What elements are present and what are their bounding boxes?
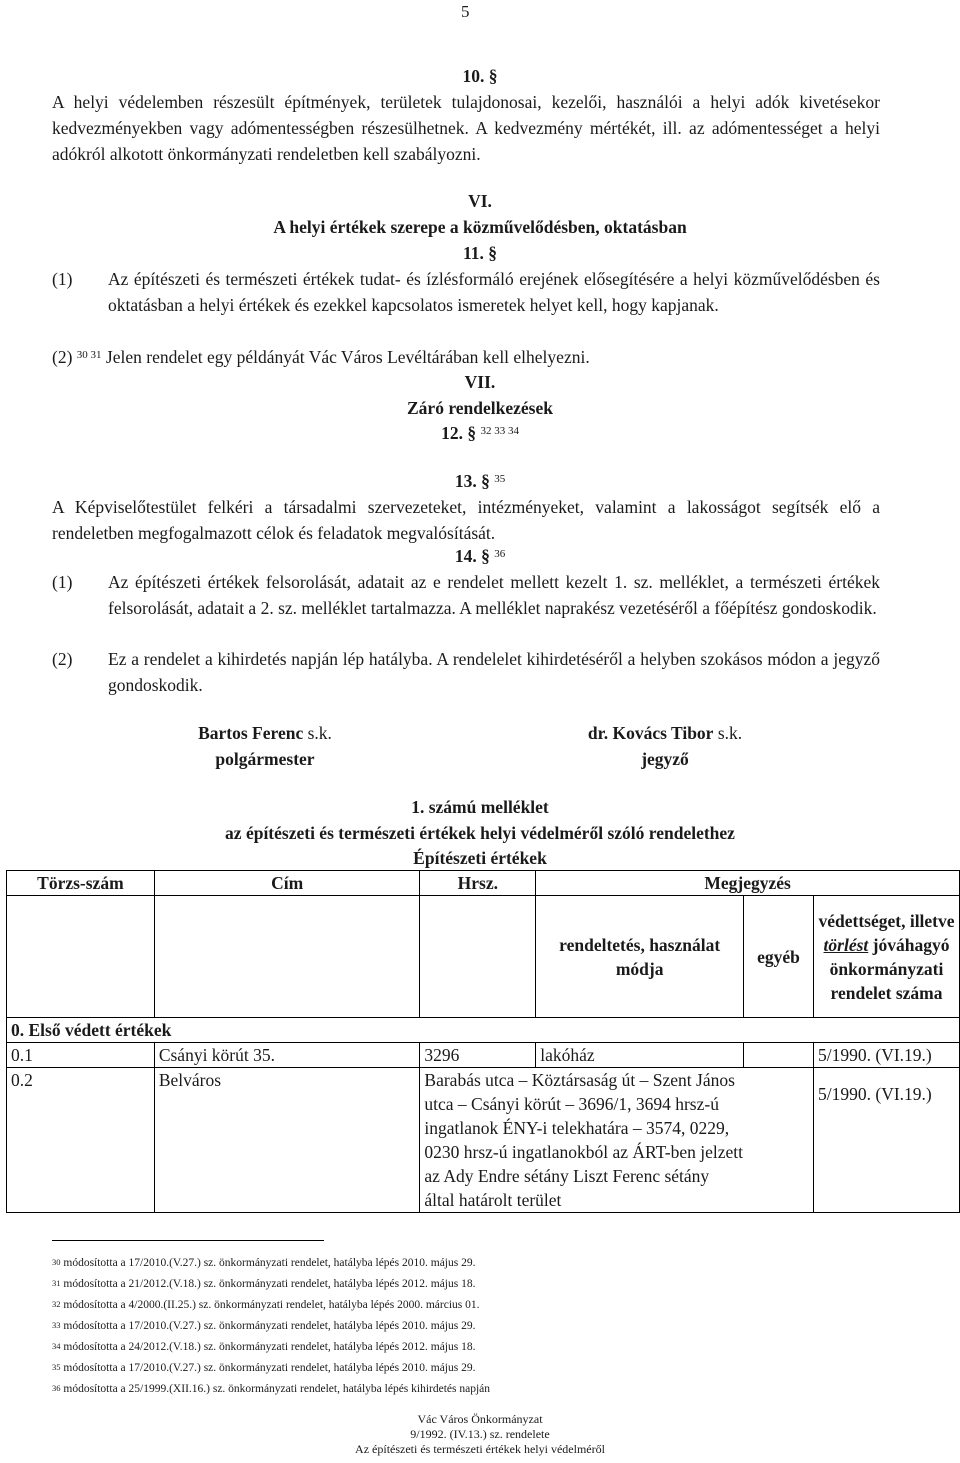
signature-left-name: Bartos Ferenc <box>198 723 304 743</box>
subheader-decree-pre: védettséget, illetve <box>818 910 955 931</box>
cell-decree: 5/1990. (VI.19.) <box>814 1043 960 1068</box>
section-10-heading: 10. § <box>462 66 498 86</box>
footnote-text: módosította a 25/1999.(XII.16.) sz. önkormányzati rendelet, hatályba lépés kihirdetés napján <box>63 1383 491 1395</box>
signature-right-sk: s.k. <box>717 723 743 743</box>
signature-right-title: jegyző <box>641 749 689 769</box>
col-header-remarks: Megjegyzés <box>536 871 960 896</box>
annex-subtitle: az építészeti és természeti értékek helyi védelméről szóló rendelethez <box>225 823 735 843</box>
footnote-text: módosította a 4/2000.(II.25.) sz. önkormányzati rendelet, hatályba lépés 2000. március 01. <box>63 1299 480 1311</box>
footnote-item <box>52 1277 932 1291</box>
section-13-footnote-refs: 35 <box>494 473 506 485</box>
footer-line-3: Az építészeti és természeti értékek helyi védelméről <box>355 1442 605 1456</box>
footer-line-1: Vác Város Önkormányzat <box>417 1412 543 1426</box>
footnotes <box>52 1256 932 1396</box>
col-header-id: Törzs-szám <box>7 871 155 896</box>
footnote-text: módosította a 17/2010.(V.27.) sz. önkormányzati rendelet, hatályba lépés 2010. május 29. <box>63 1362 476 1374</box>
page-number: 5 <box>461 2 470 21</box>
cell-decree: 5/1990. (VI.19.) <box>814 1068 960 1213</box>
section-11-p2-footnote-refs: 30 31 <box>76 349 102 361</box>
signature-left-sk: s.k. <box>307 723 332 743</box>
chapter-6-number: VI. <box>468 191 492 211</box>
cell-id: 0.1 <box>7 1043 155 1068</box>
section-11-p1-label: (1) <box>52 269 73 289</box>
section-13-heading: 13. § <box>454 471 490 491</box>
section-11-p2-label: (2) <box>52 347 73 367</box>
footnote-text: módosította a 17/2010.(V.27.) sz. önkormányzati rendelet, hatályba lépés 2010. május 29. <box>63 1257 476 1269</box>
cell-address: Csányi körút 35. <box>154 1043 420 1068</box>
section-11-p2 <box>52 344 590 370</box>
footnote-number: 32 <box>52 1299 61 1309</box>
cell-use: lakóház <box>536 1043 744 1068</box>
footnote-item <box>52 1256 932 1270</box>
table-row <box>7 1068 960 1213</box>
chapter-6-title: A helyi értékek szerepe a közművelődésben, oktatásban <box>273 217 687 237</box>
cell-other <box>744 1043 814 1068</box>
group-label: 0. Első védett értékek <box>7 1018 960 1043</box>
footnote-number: 36 <box>52 1383 61 1393</box>
section-14-heading-row <box>0 543 960 569</box>
signature-left-title: polgármester <box>215 749 315 769</box>
footnote-item <box>52 1298 932 1312</box>
table-header-row <box>7 871 960 896</box>
table-row <box>7 1043 960 1068</box>
subheader-blank-3 <box>420 896 536 1018</box>
section-11-p1-text: Az építészeti és természeti értékek tudat- és ízlésformáló erejének elősegítésére a helyi közművelődésben és oktatásban a helyi értékek és ezekkel kapcsolatos ismeretek helyet kell, hogy kapjanak. <box>108 269 880 315</box>
cell-id: 0.2 <box>7 1068 155 1213</box>
section-11-heading: 11. § <box>462 243 498 263</box>
footnote-separator <box>52 1240 324 1241</box>
page-footer <box>0 1412 960 1457</box>
cell-hrsz: 3296 <box>420 1043 536 1068</box>
subheader-decree-em: törlést <box>823 934 869 955</box>
subheader-other: egyéb <box>744 896 814 1018</box>
section-12-heading-row <box>0 420 960 446</box>
footnote-text: módosította a 24/2012.(V.18.) sz. önkormányzati rendelet, hatályba lépés 2012. május 18. <box>63 1341 476 1353</box>
col-header-hrsz: Hrsz. <box>420 871 536 896</box>
signature-right <box>540 720 790 772</box>
section-14-p2-text: Ez a rendelet a kihirdetés napján lép hatályba. A rendelelet kihirdetéséről a helyben szokásos módon a jegyző gondoskodik. <box>108 649 880 695</box>
section-13-text: A Képviselőtestület felkéri a társadalmi szervezeteket, intézményeket, valamint a lakosságot segítsék elő a rendeletben megfogalmazott célok és feladatok megvalósítását. <box>52 497 880 543</box>
footnote-number: 35 <box>52 1362 61 1372</box>
cell-address: Belváros <box>154 1068 420 1213</box>
section-13-heading-row <box>0 468 960 494</box>
section-14-heading: 14. § <box>454 546 490 566</box>
chapter-7-number: VII. <box>464 372 496 392</box>
footnote-text: módosította a 21/2012.(V.18.) sz. önkormányzati rendelet, hatályba lépés 2012. május 18. <box>63 1278 476 1290</box>
footnote-item <box>52 1319 932 1333</box>
chapter-7-title: Záró rendelkezések <box>407 398 553 418</box>
footnote-item <box>52 1361 932 1375</box>
section-11-p2-text: Jelen rendelet egy példányát Vác Város Levéltárában kell elhelyezni. <box>105 347 590 367</box>
footnote-item <box>52 1382 932 1396</box>
annex-section: Építészeti értékek <box>413 848 547 868</box>
section-14-p1-text: Az építészeti értékek felsorolását, adatait az e rendelet mellett kezelt 1. sz. melléklet, a természeti értékek felsorolását, adatait a 2. sz. melléklet tartalmazza. A melléklet naprakész vezetéséről a főépítész gondoskodik. <box>108 572 880 618</box>
footnote-number: 31 <box>52 1278 61 1288</box>
subheader-decree-post: jóváhagyó önkormányzati rendelet száma <box>829 934 950 1003</box>
annex-title: 1. számú melléklet <box>411 797 549 817</box>
signature-left <box>150 720 380 772</box>
section-10-text: A helyi védelemben részesült építmények, területek tulajdonosai, kezelői, használói a helyi adók kivetésekor kedvezményekben vagy adómentességben részesülhetnek. A kedvezmény mértékét, ill. az adómentességet a helyi adókról alkotott önkormányzati rendeletben kell szabályozni. <box>52 92 880 164</box>
col-header-address: Cím <box>154 871 420 896</box>
footnote-number: 30 <box>52 1257 61 1267</box>
section-12-footnote-refs: 32 33 34 <box>480 425 519 437</box>
section-14-footnote-refs: 36 <box>494 548 506 560</box>
subheader-use: rendeltetés, használat módja <box>536 896 744 1018</box>
subheader-decree <box>814 896 960 1018</box>
table-group-row <box>7 1018 960 1043</box>
section-14-p1-label: (1) <box>52 572 73 592</box>
footnote-number: 34 <box>52 1341 61 1351</box>
footer-line-2: 9/1992. (IV.13.) sz. rendelete <box>410 1427 550 1441</box>
footnote-number: 33 <box>52 1320 61 1330</box>
architectural-values-table <box>6 870 960 1213</box>
footnote-text: módosította a 17/2010.(V.27.) sz. önkormányzati rendelet, hatályba lépés 2010. május 29. <box>63 1320 476 1332</box>
cell-hrsz: Barabás utca – Köztársaság út – Szent János utca – Csányi körút – 3696/1, 3694 hrsz-ú ingatlanok ÉNY-i telekhatára – 3574, 0229, 0230 hrsz-ú ingatlanokból az ÁRT-ben jelzett az Ady Endre sétány Liszt Ferenc sétány által határolt terület <box>420 1068 814 1213</box>
section-12-heading: 12. § <box>441 423 477 443</box>
signature-right-name: dr. Kovács Tibor <box>587 723 714 743</box>
table-subheader-row <box>7 896 960 1018</box>
section-14-p2-label: (2) <box>52 649 73 669</box>
subheader-blank-2 <box>154 896 420 1018</box>
subheader-blank-1 <box>7 896 155 1018</box>
footnote-item <box>52 1340 932 1354</box>
